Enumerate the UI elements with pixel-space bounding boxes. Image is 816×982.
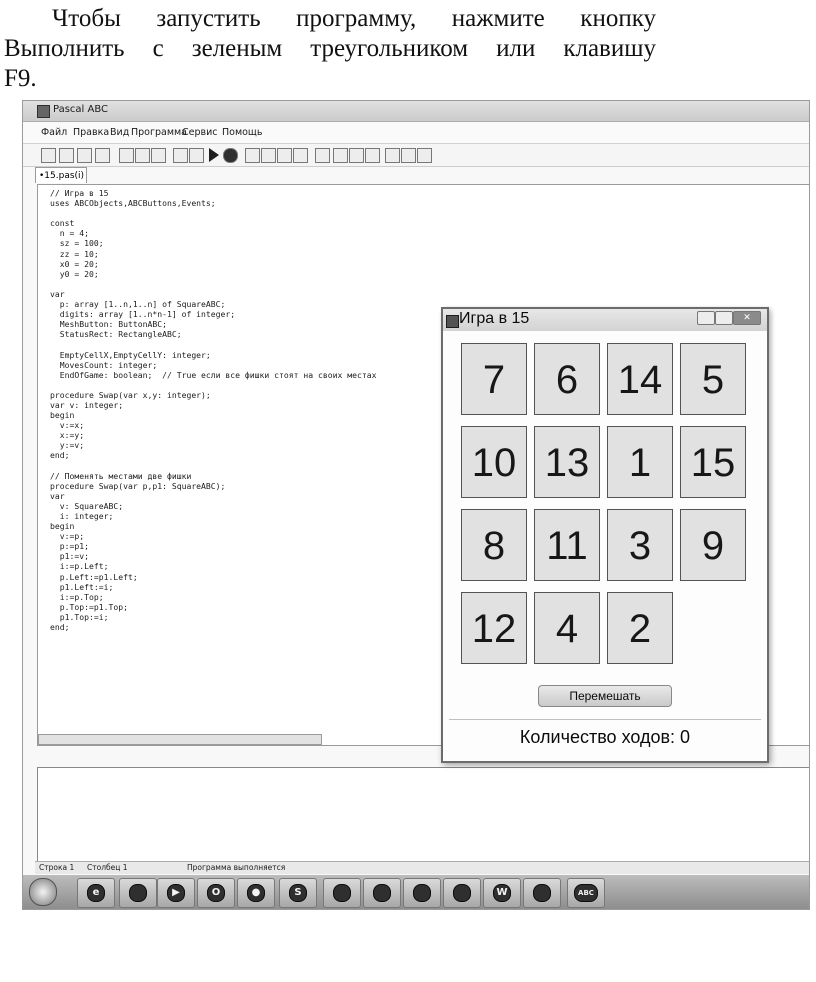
tile-r3-c1[interactable]	[461, 509, 527, 581]
tile-number: 8	[482, 524, 506, 568]
menu-service[interactable]: Сервис	[182, 127, 218, 138]
tile-r4-c2[interactable]	[534, 592, 600, 664]
tile-r3-c4[interactable]	[680, 509, 746, 581]
redo-icon[interactable]	[189, 148, 204, 163]
tile-r3-c2[interactable]	[534, 509, 600, 581]
tile-number: 5	[701, 358, 725, 402]
game-title: Игра в 15	[459, 310, 530, 327]
status-bar	[35, 861, 809, 874]
status-message: Программа выполняется	[187, 863, 286, 872]
paint-icon	[533, 884, 551, 902]
stop-icon[interactable]	[223, 148, 238, 163]
tile-r2-c1[interactable]	[461, 426, 527, 498]
output-panel[interactable]	[37, 767, 810, 867]
menu-file[interactable]: Файл	[41, 127, 68, 138]
tile-number: 1	[628, 441, 652, 485]
taskbar-app-button[interactable]	[237, 878, 275, 908]
run-icon[interactable]	[209, 148, 219, 162]
paste-icon[interactable]	[151, 148, 166, 163]
taskbar-paint-button[interactable]	[523, 878, 561, 908]
taskbar-explorer-button[interactable]	[119, 878, 157, 908]
taskbar-word-button[interactable]	[483, 878, 521, 908]
instruction-line-3: F9.	[4, 65, 37, 92]
browser-icon: e	[87, 884, 105, 902]
utility-icon	[453, 884, 471, 902]
undo-icon[interactable]	[173, 148, 188, 163]
status-column: Столбец 1	[87, 863, 128, 872]
tile-r1-c1[interactable]	[461, 343, 527, 415]
tile-number: 12	[471, 607, 517, 651]
taskbar-media-button[interactable]	[157, 878, 195, 908]
pascal-app-icon	[37, 105, 50, 118]
calculator-icon	[373, 884, 391, 902]
window-icon[interactable]	[333, 148, 348, 163]
tile-number: 15	[690, 441, 736, 485]
tab-file[interactable]: •15.pas(i)	[35, 167, 87, 183]
ide-window-title: Pascal ABC	[53, 104, 109, 115]
network-icon	[333, 884, 351, 902]
game-window	[441, 307, 769, 763]
toolbar	[23, 144, 809, 167]
taskbar-skype-button[interactable]	[279, 878, 317, 908]
window-close-icon[interactable]	[349, 148, 364, 163]
ide-title-bar	[23, 101, 809, 122]
shuffle-button[interactable]: Перемешать	[538, 685, 672, 707]
output-window-icon[interactable]	[315, 148, 330, 163]
close-icon[interactable]	[365, 148, 380, 163]
menu-program[interactable]: Программа	[131, 127, 187, 138]
tile-r2-c4[interactable]	[680, 426, 746, 498]
settings-icon[interactable]	[417, 148, 432, 163]
moves-counter: Количество ходов: 0	[519, 727, 691, 747]
app-icon: ●	[247, 884, 265, 902]
instruction-text	[4, 4, 656, 94]
game-title-bar	[443, 309, 767, 331]
tile-r2-c3[interactable]	[607, 426, 673, 498]
tile-number: 14	[617, 358, 663, 402]
media-player-icon: ▶	[167, 884, 185, 902]
tile-number: 9	[701, 524, 725, 568]
copy-icon[interactable]	[135, 148, 150, 163]
taskbar	[23, 875, 809, 909]
taskbar-network-button[interactable]	[323, 878, 361, 908]
horizontal-scrollbar[interactable]	[38, 734, 322, 745]
menu-bar	[23, 123, 809, 144]
tile-number: 6	[555, 358, 579, 402]
taskbar-opera-button[interactable]	[197, 878, 235, 908]
opera-icon: O	[207, 884, 225, 902]
tile-r2-c2[interactable]	[534, 426, 600, 498]
taskbar-browser-button[interactable]	[77, 878, 115, 908]
new-file-icon[interactable]	[41, 148, 56, 163]
save-icon[interactable]	[77, 148, 92, 163]
tile-r3-c3[interactable]	[607, 509, 673, 581]
minimize-button[interactable]	[697, 311, 715, 325]
cut-icon[interactable]	[119, 148, 134, 163]
tile-r1-c3[interactable]	[607, 343, 673, 415]
tile-number: 2	[628, 607, 652, 651]
taskbar-presentation-button[interactable]	[403, 878, 441, 908]
taskbar-pascal-button[interactable]	[567, 878, 605, 908]
tile-r1-c2[interactable]	[534, 343, 600, 415]
folder-icon	[129, 884, 147, 902]
tile-number: 3	[628, 524, 652, 568]
status-divider	[449, 719, 761, 720]
start-button[interactable]	[29, 878, 57, 906]
status-line: Строка 1	[39, 863, 75, 872]
tile-r1-c4[interactable]	[680, 343, 746, 415]
skype-icon: S	[289, 884, 307, 902]
taskbar-calc-button[interactable]	[363, 878, 401, 908]
watch-icon[interactable]	[293, 148, 308, 163]
tile-number: 11	[546, 524, 588, 568]
format-icon[interactable]	[385, 148, 400, 163]
tile-r4-c3[interactable]	[607, 592, 673, 664]
menu-edit[interactable]: Правка	[73, 127, 110, 138]
tile-number: 10	[471, 441, 517, 485]
pascal-abc-icon: ABC	[574, 884, 598, 902]
word-icon: W	[493, 884, 511, 902]
source-code[interactable]: // Игра в 15 uses ABCObjects,ABCButtons,Events; const n = 4; sz = 100; zz = 10; x0 = 20; y0 = 20; var p: array [1..n,1..n] of SquareABC; digits: array [1..n*n-1] of integer; MeshButton: ButtonABC; StatusRect: RectangleABC; EmptyCellX,EmptyCellY: integer; MovesCount: integer; EndOfGame: boolean; // True если все фишки стоят на своих местах procedure Swap(var x,y: integer); var v: integer; begin v:=x; x:=y; y:=v; end; // Поменять местами две фишки procedure Swap(var p,p1: SquareABC); var v: SquareABC; i: integer; begin v:=p; p:=p1; p1:=v; i:=p.Left; p.Left:=p1.Left; p1.Left:=i; i:=p.Top; p.Top:=p1.Top; p1.Top:=i; end;	[50, 188, 377, 633]
maximize-button[interactable]	[715, 311, 733, 325]
step-over-icon[interactable]	[261, 148, 276, 163]
ide-screenshot	[22, 100, 810, 910]
tile-number: 7	[482, 358, 506, 402]
tile-number: 13	[544, 441, 590, 485]
tile-number: 4	[555, 607, 579, 651]
save-all-icon[interactable]	[95, 148, 110, 163]
step-out-icon[interactable]	[277, 148, 292, 163]
presentation-icon	[413, 884, 431, 902]
tile-r4-c1[interactable]	[461, 592, 527, 664]
step-into-icon[interactable]	[245, 148, 260, 163]
menu-view[interactable]: Вид	[110, 127, 130, 138]
instruction-line-1: Чтобы запустить программу, нажмите кнопку	[52, 5, 656, 32]
close-window-button[interactable]: ✕	[733, 311, 761, 325]
taskbar-utility-button[interactable]	[443, 878, 481, 908]
instruction-line-2: Выполнить с зеленым треугольником или клавишу	[4, 35, 656, 62]
game-window-icon	[446, 315, 459, 328]
compile-icon[interactable]	[401, 148, 416, 163]
menu-help[interactable]: Помощь	[222, 127, 263, 138]
open-file-icon[interactable]	[59, 148, 74, 163]
